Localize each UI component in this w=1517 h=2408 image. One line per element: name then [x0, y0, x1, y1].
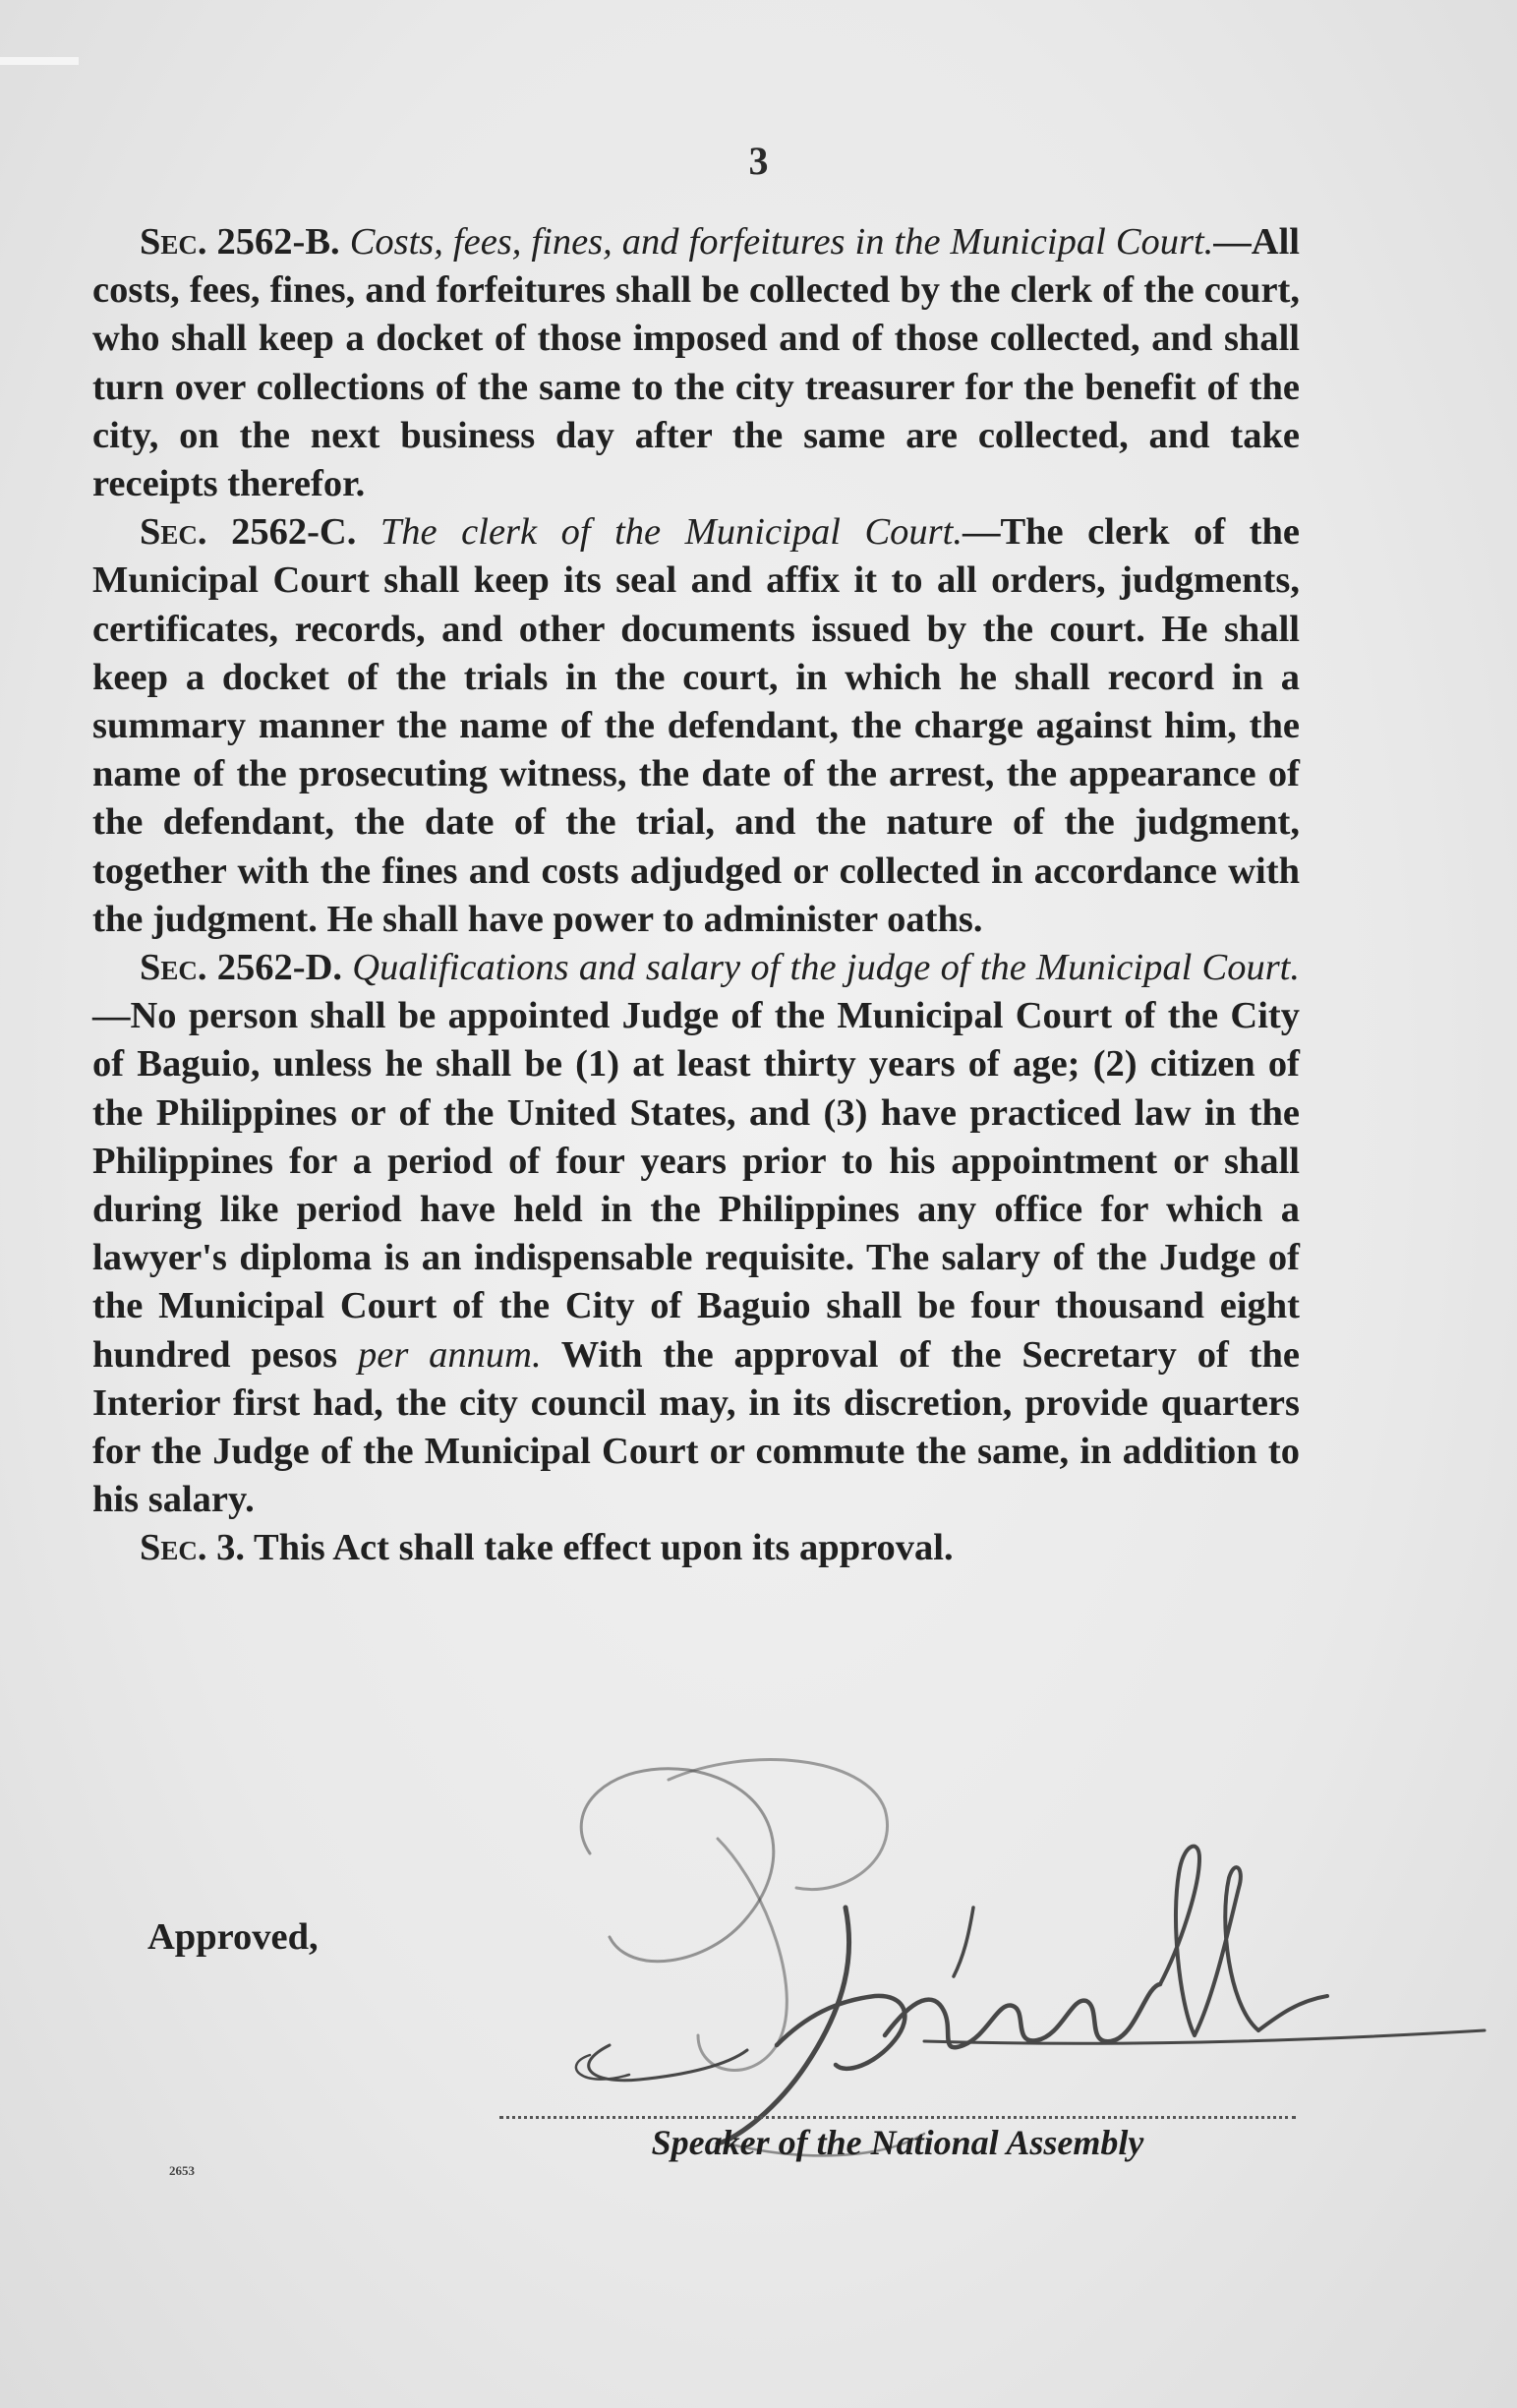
section-title: The clerk of the Municipal Court.	[379, 511, 963, 554]
section-text-continued: With the approval of the Secretary of the Interior first had, the city council may, in its discretion, provide quarters for the Judge of the Municipal Court or commute the same, in addition to his salary.	[92, 1333, 1300, 1521]
section-2562-b	[92, 218, 1300, 508]
document-body	[92, 218, 1300, 1573]
section-title: Qualifications and salary of the judge of the Municipal Court.	[352, 947, 1301, 989]
section-text: —All costs, fees, fines, and forfeitures shall be collected by the clerk of the court, who shall keep a docket of those imposed and of those collected, and shall turn over collections of the same to the city treasurer for the benefit of the city, on the next business day after the same are collected, and take receipts therefor.	[92, 221, 1300, 505]
scan-artifact	[0, 57, 79, 65]
section-2562-d	[92, 944, 1300, 1524]
speaker-caption: Speaker of the National Assembly	[651, 2123, 1144, 2162]
section-title: Costs, fees, fines, and forfeitures in the Municipal Court.	[349, 221, 1214, 263]
page-number: 3	[748, 139, 769, 183]
section-3	[92, 1524, 1300, 1572]
section-label: Sec. 2562-D.	[140, 947, 343, 989]
section-label: Sec. 2562-C.	[140, 511, 357, 554]
latin-phrase: per annum.	[357, 1333, 542, 1376]
section-text: —No person shall be appointed Judge of the Municipal Court of the City of Baguio, unless he shall be (1) at least thirty years of age; (2) citizen of the Philippines or of the United States, and (3) have practiced law in the Philippines for a period of four years prior to his appointment or shall during like period have held in the Philippines any office for which a lawyer's diploma is an indispensable requisite. The salary of the Judge of the Municipal Court of the City of Baguio shall be four thousand eight hundred pesos	[92, 995, 1300, 1376]
section-text: This Act shall take effect upon its approval.	[253, 1527, 954, 1569]
section-label: Sec. 3.	[140, 1527, 246, 1569]
section-2562-c	[92, 508, 1300, 944]
printer-code: 2653	[169, 2163, 195, 2178]
section-text: —The clerk of the Municipal Court shall keep its seal and affix it to all orders, judgments, certificates, records, and other documents issued by the court. He shall keep a docket of the trials in the court, in which he shall record in a summary manner the name of the defendant, the charge against him, the name of the prosecuting witness, the date of the arrest, the appearance of the defendant, the date of the trial, and the nature of the judgment, together with the fines and costs adjudged or collected in accordance with the judgment. He shall have power to administer oaths.	[92, 511, 1300, 940]
section-label: Sec. 2562-B.	[140, 221, 340, 263]
approved-label: Approved,	[147, 1916, 319, 1958]
